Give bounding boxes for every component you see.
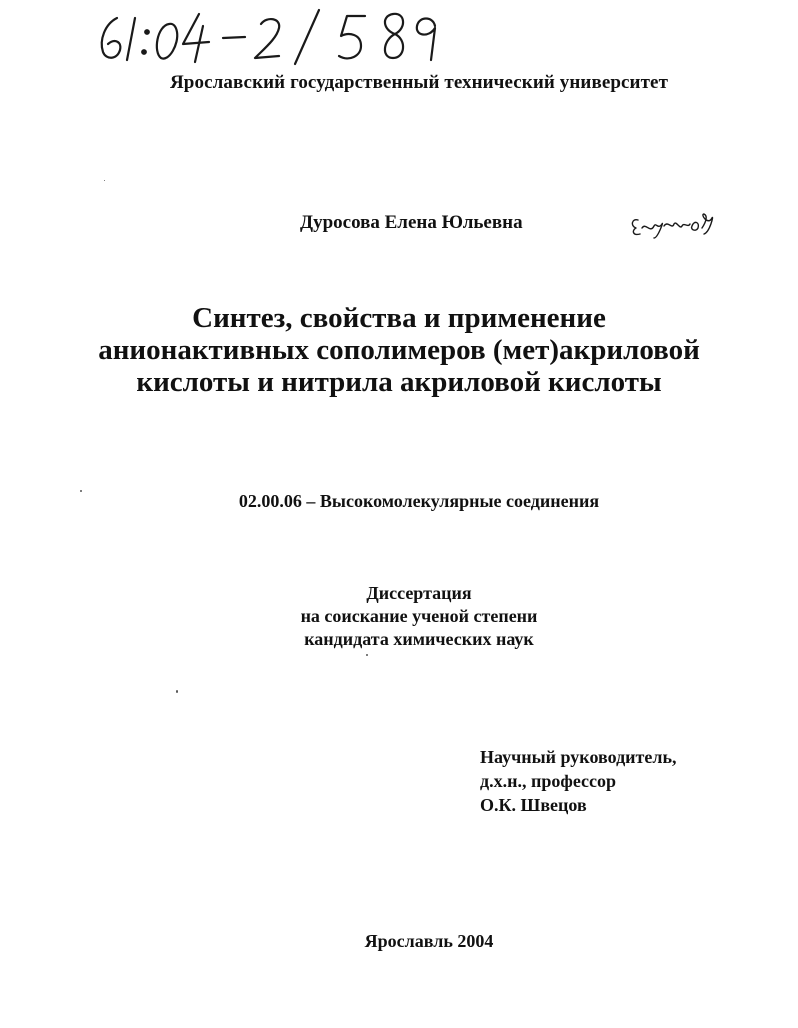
author-signature bbox=[628, 208, 718, 240]
handwritten-catalog-number bbox=[95, 4, 465, 68]
supervisor-block bbox=[480, 745, 677, 817]
degree-line-1: Диссертация bbox=[366, 583, 472, 603]
dissertation-title bbox=[0, 302, 798, 398]
title-line-3: кислоты и нитрила акриловой кислоты bbox=[136, 366, 662, 398]
supervisor-line-1: Научный руководитель, bbox=[480, 747, 677, 767]
scan-speck bbox=[366, 654, 368, 656]
scan-speck bbox=[80, 490, 82, 492]
scan-speck bbox=[176, 690, 178, 693]
supervisor-line-3: О.К. Швецов bbox=[480, 795, 587, 815]
title-line-1: Синтез, свойства и применение bbox=[192, 302, 606, 334]
author-row bbox=[0, 208, 798, 242]
scan-speck bbox=[104, 180, 105, 181]
city-year: Ярославль 2004 bbox=[364, 931, 494, 951]
author-name: Дуросова Елена Юльевна bbox=[300, 212, 523, 233]
supervisor-line-2: д.х.н., профессор bbox=[480, 771, 617, 791]
degree-line-3: кандидата химических наук bbox=[304, 629, 534, 649]
title-line-2: анионактивных сополимеров (мет)акриловой bbox=[98, 334, 700, 366]
degree-line-2: на соискание ученой степени bbox=[300, 606, 538, 626]
specialty-code: 02.00.06 – Высокомолекулярные соединения bbox=[238, 491, 600, 511]
university-name: Ярославский государственный технический университет bbox=[169, 72, 669, 93]
degree-statement bbox=[20, 582, 798, 651]
